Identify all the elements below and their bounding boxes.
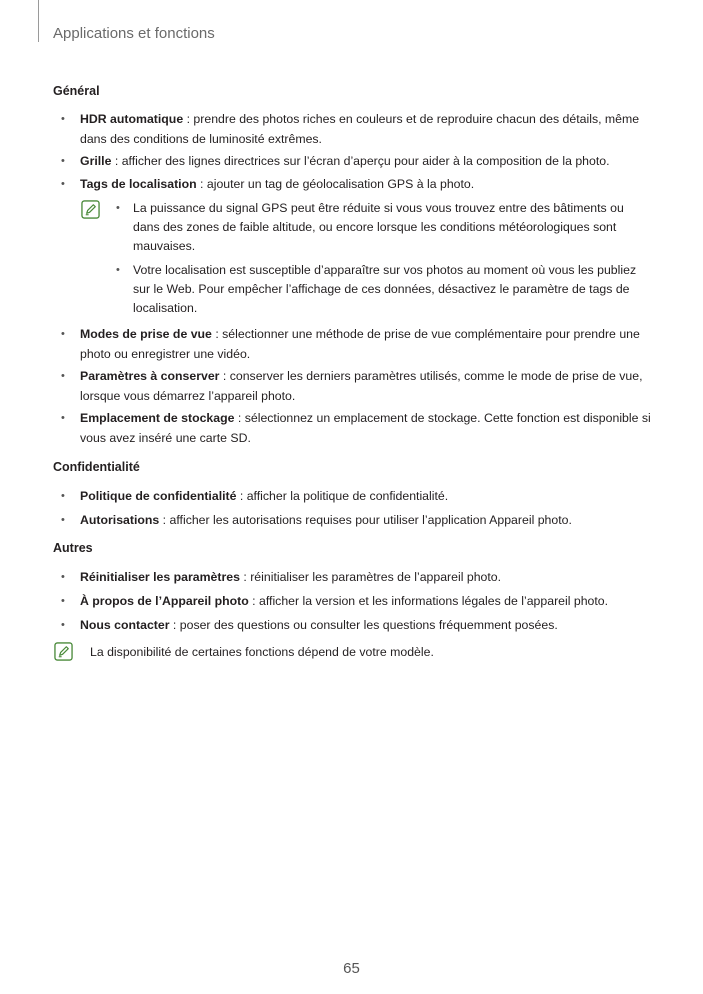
note-item-location-privacy bbox=[116, 261, 639, 318]
item-description: : sélectionnez un emplacement de stockage. Cette fonction est disponible si vous avez inséré une carte SD. bbox=[80, 411, 651, 445]
bullet-icon: • bbox=[116, 264, 120, 276]
page-header-title: Applications et fonctions bbox=[53, 25, 215, 42]
availability-note: La disponibilité de certaines fonctions dépend de votre modèle. bbox=[90, 645, 434, 659]
bullet-icon: • bbox=[61, 113, 65, 125]
list-item-location-tags bbox=[61, 174, 652, 194]
list-item-contact-us bbox=[61, 615, 652, 635]
page-number: 65 bbox=[343, 960, 360, 977]
item-term: Tags de localisation bbox=[80, 177, 197, 191]
bullet-icon: • bbox=[61, 571, 65, 583]
list-item-hdr bbox=[61, 109, 652, 149]
item-description: : réinitialiser les paramètres de l’appareil photo. bbox=[239, 570, 502, 584]
bullet-icon: • bbox=[61, 155, 65, 167]
note-item-gps-signal bbox=[116, 199, 639, 256]
item-term: Nous contacter bbox=[80, 618, 170, 632]
bullet-icon: • bbox=[61, 412, 65, 424]
bullet-icon: • bbox=[61, 178, 65, 190]
section-heading-privacy: Confidentialité bbox=[53, 460, 140, 474]
bullet-icon: • bbox=[61, 619, 65, 631]
item-description: : ajouter un tag de géolocalisation GPS à la photo. bbox=[196, 177, 475, 191]
list-item-grid bbox=[61, 151, 652, 171]
bullet-icon: • bbox=[61, 490, 65, 502]
bullet-icon: • bbox=[61, 328, 65, 340]
list-item-permissions bbox=[61, 510, 652, 530]
item-description: : afficher la politique de confidentialité. bbox=[236, 489, 449, 503]
list-item-settings-to-keep bbox=[61, 366, 652, 406]
item-term: Modes de prise de vue bbox=[80, 327, 212, 341]
item-term: Paramètres à conserver bbox=[80, 369, 220, 383]
item-term: Politique de confidentialité bbox=[80, 489, 237, 503]
bullet-icon: • bbox=[61, 514, 65, 526]
item-term: À propos de l’Appareil photo bbox=[80, 594, 249, 608]
list-item-reset-settings bbox=[61, 567, 652, 587]
item-term: HDR automatique bbox=[80, 112, 184, 126]
bullet-icon: • bbox=[116, 202, 120, 214]
item-term: Grille bbox=[80, 154, 112, 168]
item-term: Autorisations bbox=[80, 513, 160, 527]
item-description: : afficher des lignes directrices sur l’écran d’aperçu pour aider à la composition de la photo. bbox=[111, 154, 610, 168]
section-heading-general: Général bbox=[53, 84, 100, 98]
item-description: : poser des questions ou consulter les questions fréquemment posées. bbox=[169, 618, 558, 632]
item-term: Réinitialiser les paramètres bbox=[80, 570, 240, 584]
item-description: : sélectionner une méthode de prise de vue complémentaire pour prendre une photo ou enregistrer une vidéo. bbox=[80, 327, 640, 361]
item-description: : afficher les autorisations requises pour utiliser l’application Appareil photo. bbox=[159, 513, 572, 527]
item-description: : afficher la version et les informations légales de l’appareil photo. bbox=[248, 594, 609, 608]
note-pencil-icon bbox=[81, 200, 100, 219]
list-item-about-camera bbox=[61, 591, 652, 611]
note-pencil-icon bbox=[54, 642, 73, 661]
header-divider bbox=[38, 0, 39, 42]
item-term: Emplacement de stockage bbox=[80, 411, 235, 425]
note-text: La puissance du signal GPS peut être réduite si vous vous trouvez entre des bâtiments ou dans des zones de faible altitude, ou encore lorsque les conditions météorologiques sont mauvaises. bbox=[133, 201, 624, 253]
list-item-privacy-policy bbox=[61, 486, 652, 506]
bullet-icon: • bbox=[61, 370, 65, 382]
item-description: : prendre des photos riches en couleurs et de reproduire chacun des détails, même dans des conditions de luminosité extrêmes. bbox=[80, 112, 640, 146]
list-item-shooting-modes bbox=[61, 324, 652, 364]
item-description: : conserver les derniers paramètres utilisés, comme le mode de prise de vue, lorsque vous démarrez l’appareil photo. bbox=[80, 369, 643, 403]
bullet-icon: • bbox=[61, 595, 65, 607]
note-text: Votre localisation est susceptible d’apparaître sur vos photos au moment où vous les publiez sur le Web. Pour empêcher l’affichage de ces données, désactivez le paramètre de tags de localisation. bbox=[133, 263, 637, 315]
list-item-storage-location bbox=[61, 408, 652, 448]
section-heading-other: Autres bbox=[53, 541, 93, 555]
